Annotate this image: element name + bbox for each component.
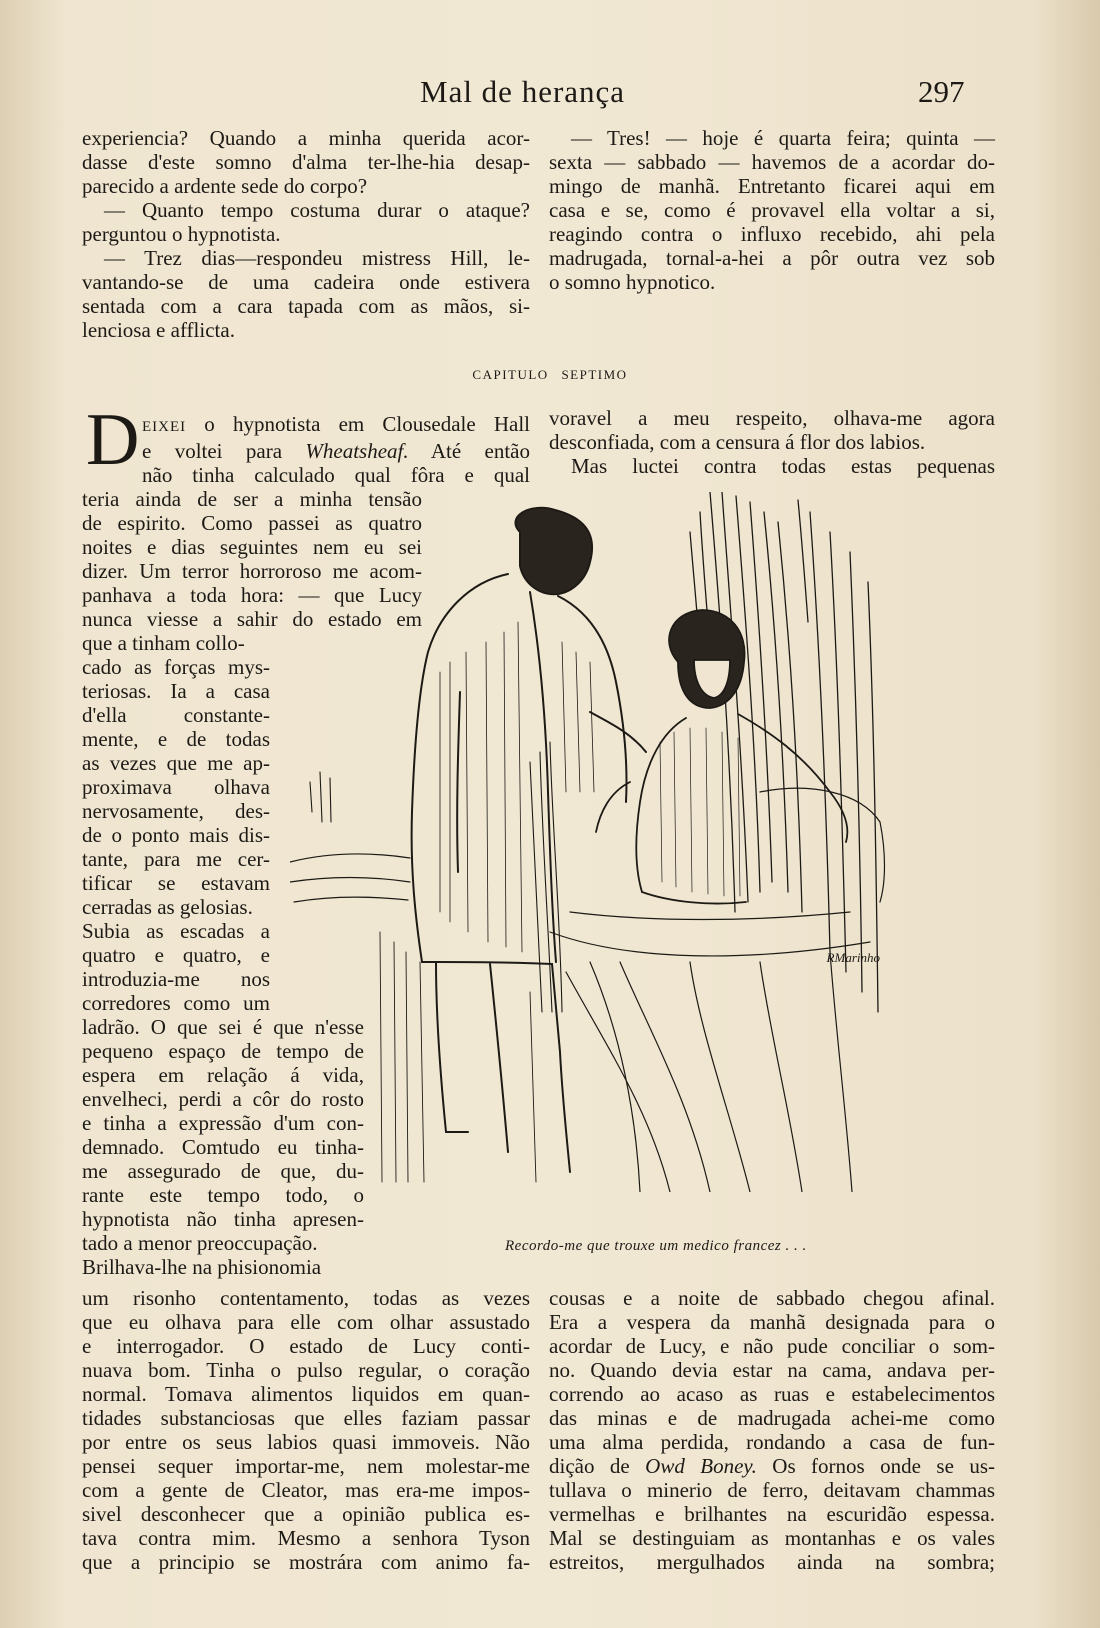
text-line: Subia as escadas a	[82, 919, 270, 943]
text-line	[82, 412, 530, 439]
text-line: dizer. Um terror horroroso me acom-	[82, 559, 422, 583]
text-fragment: o hypnotista em Clousedale Hall	[186, 412, 530, 436]
text-fragment: o somno hypnotico.	[549, 270, 716, 294]
text-line: não tinha calculado qual fôra e qual	[142, 463, 530, 487]
text-line	[549, 1310, 995, 1334]
text-line	[82, 270, 530, 294]
text-line: tado a menor preoccupação.	[82, 1231, 318, 1255]
text-fragment: casa e se, como é provavel ella voltar a si,	[549, 198, 995, 222]
text-line	[549, 246, 995, 270]
text-line: tificar se estavam	[82, 871, 270, 895]
text-fragment: lenciosa e afflicta.	[82, 318, 235, 342]
text-fragment: Era a vespera da manhã designada para o	[549, 1310, 995, 1334]
text-line	[549, 1454, 995, 1478]
text-fragment: — Tres! — hoje é quarta feira; quinta —	[571, 126, 995, 150]
running-title: Mal de herança	[420, 74, 626, 109]
text-line: e tinha a expressão d'um con-	[82, 1111, 364, 1135]
text-fragment: tullava o minerio de ferro, deitavam chammas	[549, 1478, 995, 1502]
text-line	[549, 430, 995, 454]
text-fragment: vermelhas e brilhantes na escuridão espessa.	[549, 1502, 995, 1526]
text-line	[82, 294, 530, 318]
text-line	[82, 1382, 530, 1406]
text-line: de o ponto mais dis-	[82, 823, 270, 847]
text-fragment: perguntou o hypnotista.	[82, 222, 281, 246]
text-line	[549, 126, 995, 150]
text-line: introduzia-me nos	[82, 967, 270, 991]
text-line	[82, 1526, 530, 1550]
text-fragment: tidades substanciosas que elles faziam passar	[82, 1406, 530, 1430]
text-fragment: parecido a ardente sede do corpo?	[82, 174, 368, 198]
text-line: teriosas. Ia a casa	[82, 679, 270, 703]
text-fragment: com a gente de Cleator, mas era-me impos-	[82, 1478, 530, 1502]
text-line	[82, 1406, 530, 1430]
text-fragment: desconfiada, com a censura á flor dos labios.	[549, 430, 926, 454]
page-number: 297	[918, 74, 965, 109]
text-line: teria ainda de ser a minha tensão	[82, 487, 422, 511]
text-fragment: reagindo contra o influxo recebido, ahi pela	[549, 222, 995, 246]
text-fragment: sentada com a cara tapada com as mãos, si-	[82, 294, 530, 318]
text-fragment: Até então	[408, 439, 531, 463]
text-line: Brilhava-lhe na phisionomia	[82, 1255, 322, 1279]
text-line: que a tinham collo-	[82, 631, 245, 655]
text-fragment: estreitos, mergulhados ainda na sombra;	[549, 1550, 995, 1574]
text-fragment: nuava bom. Tinha o pulso regular, o coração	[82, 1358, 530, 1382]
text-fragment: madrugada, tornal-a-hei a pôr outra vez sob	[549, 246, 995, 270]
text-line: proximava olhava	[82, 775, 270, 799]
text-fragment: e voltei para	[142, 439, 306, 463]
text-line	[82, 1454, 530, 1478]
text-line: tante, para me cer-	[82, 847, 270, 871]
text-line	[549, 1478, 995, 1502]
text-fragment: sexta — sabbado — havemos de a acordar do-	[549, 150, 995, 174]
text-line: de espirito. Como passei as quatro	[82, 511, 422, 535]
smallcaps-word: EIXEI	[142, 419, 187, 435]
text-line: cado as forças mys-	[82, 655, 270, 679]
italic-place-name: Owd Boney.	[645, 1454, 757, 1478]
man-figure	[412, 508, 646, 1172]
text-line: as vezes que me ap-	[82, 751, 270, 775]
text-line	[549, 270, 995, 294]
text-line: me assegurado de que, du-	[82, 1159, 364, 1183]
text-line	[82, 1550, 530, 1574]
text-line	[82, 126, 530, 150]
text-line: panhava a toda hora: — que Lucy	[82, 583, 422, 607]
text-line	[549, 174, 995, 198]
text-line	[549, 1382, 995, 1406]
text-fragment: e interrogador. O estado de Lucy conti-	[82, 1334, 530, 1358]
text-fragment: Mas luctei contra todas estas pequenas	[571, 454, 995, 478]
text-line: nunca viesse a sahir do estado em	[82, 607, 422, 631]
chapter-number: SEPTIMO	[561, 367, 628, 382]
text-fragment: Mal se destinguiam as montanhas e os vales	[549, 1526, 995, 1550]
woman-figure	[596, 610, 847, 904]
text-line: demnado. Comtudo eu tinha-	[82, 1135, 364, 1159]
bottom-left-column	[82, 1286, 530, 1574]
text-line: noites e dias seguintes nem eu sei	[82, 535, 422, 559]
text-line: pequeno espaço de tempo de	[82, 1039, 364, 1063]
bedding	[290, 788, 885, 1192]
text-line	[82, 222, 530, 246]
text-line	[549, 1526, 995, 1550]
text-fragment: normal. Tomava alimentos liquidos em quan-	[82, 1382, 530, 1406]
text-line	[549, 406, 995, 430]
text-fragment: mingo de manhã. Entretanto ficarei aqui em	[549, 174, 995, 198]
chapter-text-right-column	[549, 406, 995, 478]
text-line	[82, 198, 530, 222]
text-fragment: das minas e de madrugada achei-me como	[549, 1406, 995, 1430]
chapter-heading	[0, 367, 1100, 383]
text-fragment: pensei sequer importar-me, nem molestar-me	[82, 1454, 530, 1478]
text-fragment: uma alma perdida, rondando a casa de fun-	[549, 1430, 995, 1454]
text-line	[549, 1358, 995, 1382]
text-line	[549, 1430, 995, 1454]
text-fragment: — Quanto tempo costuma durar o ataque?	[104, 198, 530, 222]
text-fragment: por entre os seus labios quasi immoveis. Não	[82, 1430, 530, 1454]
text-line: espera em relação á vida,	[82, 1063, 364, 1087]
text-line	[82, 1310, 530, 1334]
illustration-caption: Recordo-me que trouxe um medico francez . . .	[505, 1238, 807, 1254]
text-line	[549, 150, 995, 174]
curtain-lines	[690, 492, 878, 1012]
text-line	[82, 174, 530, 198]
text-fragment: experiencia? Quando a minha querida acor-	[82, 126, 530, 150]
text-fragment: que a principio se mostrára com animo fa-	[82, 1550, 530, 1574]
text-line	[549, 222, 995, 246]
text-line	[549, 454, 995, 478]
text-fragment: voravel a meu respeito, olhava-me agora	[549, 406, 995, 430]
illustration-engraving	[290, 492, 890, 1192]
text-line	[549, 1550, 995, 1574]
text-line: d'ella constante-	[82, 703, 270, 727]
text-line: quatro e quatro, e	[82, 943, 270, 967]
text-line	[82, 150, 530, 174]
drop-cap: D	[86, 399, 140, 481]
text-line	[549, 1286, 995, 1310]
text-fragment: correndo ao acaso as ruas e estabelecimentos	[549, 1382, 995, 1406]
text-fragment: no. Quando devia estar na cama, andava per-	[549, 1358, 995, 1382]
text-fragment: — Trez dias—respondeu mistress Hill, le-	[104, 246, 530, 270]
text-line	[82, 439, 530, 463]
italic-place-name: Wheatsheaf.	[305, 439, 409, 463]
chapter-label: CAPITULO	[472, 367, 549, 382]
text-line	[82, 1478, 530, 1502]
text-line	[82, 246, 530, 270]
text-line: mente, e de todas	[82, 727, 270, 751]
text-line	[82, 318, 530, 342]
text-fragment: um risonho contentamento, todas as vezes	[82, 1286, 530, 1310]
text-fragment: acordar de Lucy, e não pude conciliar o som-	[549, 1334, 995, 1358]
text-fragment: que eu olhava para elle com olhar assustado	[82, 1310, 530, 1334]
text-line	[82, 1430, 530, 1454]
bottom-right-column	[549, 1286, 995, 1574]
top-left-column	[82, 126, 530, 342]
text-fragment: cousas e a noite de sabbado chegou afinal.	[549, 1286, 995, 1310]
text-fragment: Os fornos onde se us-	[756, 1454, 995, 1478]
text-line: hypnotista não tinha apresen-	[82, 1207, 364, 1231]
text-fragment: vantando-se de uma cadeira onde estivera	[82, 270, 530, 294]
text-line	[82, 1502, 530, 1526]
text-fragment: sivel desconhecer que a opinião publica es-	[82, 1502, 530, 1526]
text-line: envelheci, perdi a côr do rosto	[82, 1087, 364, 1111]
text-line: nervosamente, des-	[82, 799, 270, 823]
text-line	[549, 1502, 995, 1526]
text-line	[82, 1286, 530, 1310]
text-line: corredores como um	[82, 991, 270, 1015]
text-line	[82, 1334, 530, 1358]
text-line	[82, 1358, 530, 1382]
text-line: ladrão. O que sei é que n'esse	[82, 1015, 364, 1039]
text-line: cerradas as gelosias.	[82, 895, 253, 919]
text-line	[549, 198, 995, 222]
text-line	[549, 1334, 995, 1358]
text-fragment: dasse d'este somno d'alma ter-lhe-hia desap-	[82, 150, 530, 174]
top-right-column	[549, 126, 995, 294]
text-line: rante este tempo todo, o	[82, 1183, 364, 1207]
text-line	[549, 1406, 995, 1430]
text-fragment: tava contra mim. Mesmo a senhora Tyson	[82, 1526, 530, 1550]
artist-signature: RMarinho	[826, 950, 880, 965]
running-head	[0, 74, 1100, 124]
text-fragment: dição de	[549, 1454, 646, 1478]
